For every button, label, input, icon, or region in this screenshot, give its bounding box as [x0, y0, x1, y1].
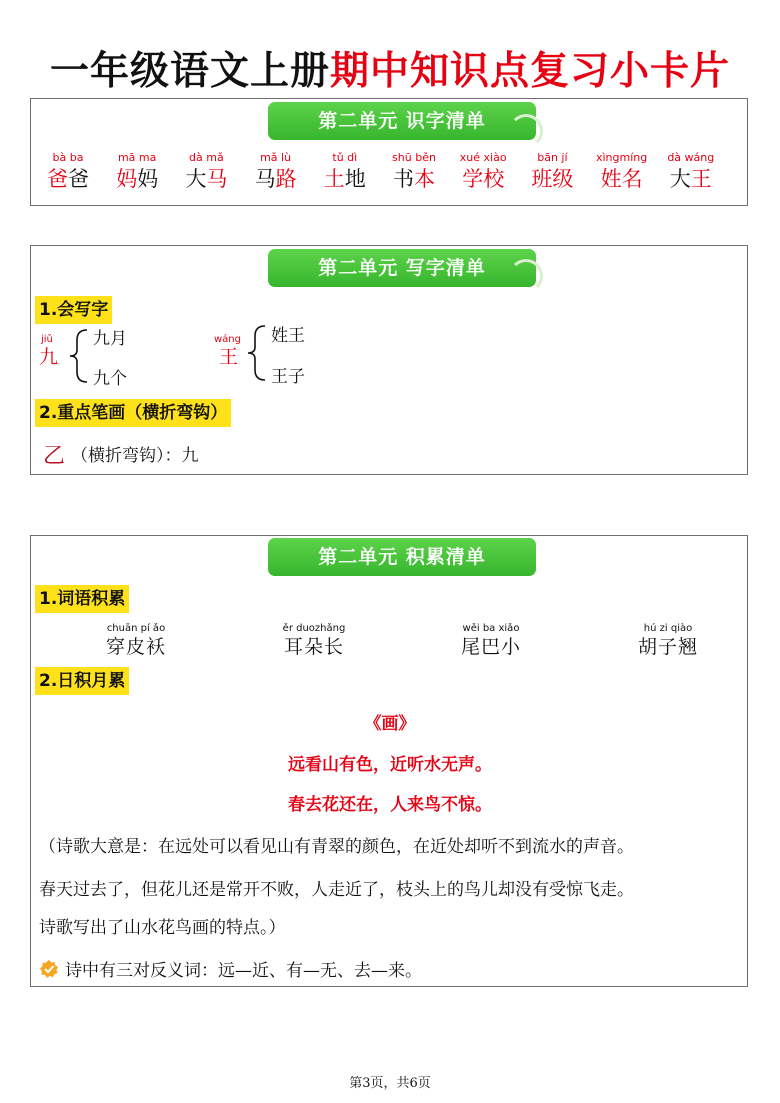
word-jiuge: 九个 [93, 369, 127, 389]
item-hanzi [450, 165, 516, 193]
item-hanzi [589, 165, 655, 193]
word-pinyin: ěr duozhǎng [282, 623, 346, 634]
item-hanzi [312, 165, 378, 193]
decoration-icon [509, 114, 543, 148]
vocab-word [446, 622, 536, 659]
item-pinyin: xué xiào [459, 151, 507, 164]
recognize-item [589, 151, 655, 193]
item-char-2: 爸 [68, 167, 89, 191]
item-hanzi [658, 165, 724, 193]
item-char-1: 土 [323, 167, 345, 191]
item-char-1: 大 [185, 167, 207, 191]
recognize-item [35, 151, 101, 193]
item-pinyin: bān jí [537, 151, 568, 164]
recognize-item [243, 151, 309, 193]
word-pinyin: hú zi qiào [643, 623, 693, 634]
antonym-note: 诗中有三对反义词：远—近、有—无、去—来。 [65, 961, 422, 981]
recognize-item [381, 151, 447, 193]
char-wang: 王 [219, 346, 239, 368]
word-hanzi: 穿皮袄 [105, 636, 166, 658]
item-char-2: 本 [414, 167, 435, 191]
item-pinyin: dà wáng [667, 151, 715, 164]
title-black: 一年级语文上册 [49, 49, 330, 94]
brace-icon [67, 326, 91, 386]
decoration-icon [509, 259, 543, 293]
page-footer: 第3页，共6页 [349, 1076, 431, 1091]
item-hanzi [173, 165, 239, 193]
item-char-2: 妈 [137, 167, 159, 191]
item-hanzi [243, 165, 309, 193]
poem-meaning-line-3: 诗歌写出了山水花鸟画的特点。） [39, 918, 286, 938]
heading-key-stroke: 2.重点笔画（横折弯钩） [35, 399, 231, 427]
heading-word-accumulate: 1.词语积累 [35, 585, 129, 613]
title-red: 期中知识点复习小卡片 [330, 49, 731, 94]
item-hanzi [381, 165, 447, 193]
poem-meaning-line-1: （诗歌大意是：在远处可以看见山有青翠的颜色，在近处却听不到流水的声音。 [39, 837, 634, 857]
item-char-1: 妈 [116, 167, 138, 191]
item-char-1: 书 [393, 167, 414, 191]
pinyin-wang: wáng [214, 334, 241, 345]
stroke-description: （横折弯钩）：九 [71, 446, 199, 466]
banner-accumulate: 第二单元 积累清单 [268, 538, 536, 576]
heading-daily-accumulate: 2.日积月累 [35, 667, 129, 695]
page-title [0, 40, 780, 96]
item-pinyin: mǎ lù [260, 151, 292, 164]
vocab-word [269, 622, 359, 659]
item-char-2: 校 [483, 167, 505, 191]
recognize-item [450, 151, 516, 193]
item-pinyin: mā ma [117, 151, 157, 164]
item-char-1: 马 [254, 167, 276, 191]
item-char-1: 爸 [47, 167, 68, 191]
item-pinyin: shū běn [392, 151, 436, 164]
badge-check-icon [39, 959, 59, 979]
item-hanzi [519, 165, 585, 193]
item-char-1: 大 [669, 167, 691, 191]
item-char-2: 王 [690, 167, 712, 191]
card-recognize [30, 98, 748, 206]
item-pinyin: xìngmíng [595, 151, 648, 164]
banner-write: 第二单元 写字清单 [268, 249, 536, 287]
vocab-word [91, 622, 181, 659]
vocab-word [623, 622, 713, 659]
brace-icon [245, 322, 269, 384]
card-accumulate [30, 535, 748, 987]
word-pinyin: chuān pí ǎo [106, 623, 166, 634]
poem-line-1: 远看山有色，近听水无声。 [288, 755, 492, 775]
item-char-2: 路 [275, 167, 297, 191]
banner-recognize: 第二单元 识字清单 [268, 102, 536, 140]
item-hanzi [35, 165, 101, 193]
item-pinyin: dà mǎ [189, 151, 224, 164]
word-hanzi: 尾巴小 [460, 636, 521, 658]
item-char-1: 学 [462, 167, 484, 191]
item-char-1: 姓 [600, 167, 622, 191]
poem-line-2: 春去花还在，人来鸟不惊。 [288, 795, 492, 815]
recognize-item [658, 151, 724, 193]
recognize-item [104, 151, 170, 193]
word-hanzi: 胡子翘 [637, 636, 698, 658]
recognize-item [312, 151, 378, 193]
word-jiuyue: 九月 [93, 329, 127, 349]
char-jiu: 九 [39, 346, 59, 368]
word-pinyin: wěi ba xiǎo [462, 623, 520, 634]
item-char-2: 名 [621, 167, 643, 191]
item-char-2: 马 [206, 167, 228, 191]
heading-write-chars: 1.会写字 [35, 296, 112, 324]
item-char-1: 班 [531, 167, 553, 191]
item-pinyin: tǔ dì [332, 151, 358, 164]
word-xingwang: 姓王 [271, 326, 305, 346]
recognize-item [519, 151, 585, 193]
item-char-2: 级 [552, 167, 574, 191]
word-wangzi: 王子 [271, 367, 305, 387]
recognize-item [173, 151, 239, 193]
card-write [30, 245, 748, 475]
word-hanzi: 耳朵长 [283, 636, 344, 658]
poem-meaning-line-2: 春天过去了，但花儿还是常开不败，人走近了，枝头上的鸟儿却没有受惊飞走。 [39, 880, 634, 900]
item-pinyin: bà ba [52, 151, 84, 164]
item-char-2: 地 [344, 167, 366, 191]
poem-title: 《画》 [364, 714, 416, 734]
pinyin-jiu: jiǔ [41, 334, 53, 345]
stroke-glyph-icon: 乙 [43, 444, 66, 469]
item-hanzi [104, 165, 170, 193]
